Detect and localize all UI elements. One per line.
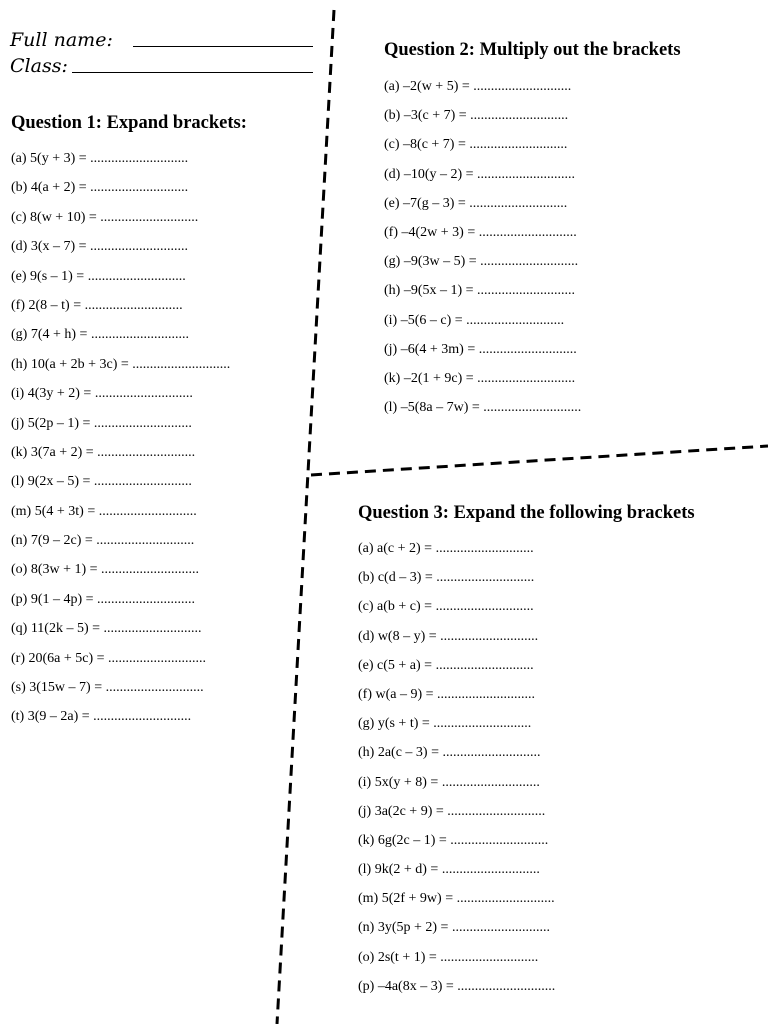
- q2-item: (d) –10(y – 2) = ............................: [384, 166, 576, 182]
- full-name-field[interactable]: [10, 29, 113, 51]
- q2-item: (j) –6(4 + 3m) = ............................: [384, 341, 577, 357]
- q3-item: (a) a(c + 2) = ............................: [358, 541, 534, 556]
- q2-item: (i) –5(6 – c) = ............................: [384, 312, 565, 328]
- q1-item: (g) 7(4 + h) = ............................: [11, 327, 189, 343]
- horizontal-dashed-divider: [311, 446, 768, 475]
- q2-item: (h) –9(5x – 1) = ............................: [384, 283, 576, 299]
- full-name-blank-line: [133, 46, 313, 47]
- q3-item: (b) c(d – 3) = ............................: [358, 570, 535, 586]
- q1-item: (e) 9(s – 1) = ............................: [11, 268, 186, 284]
- question-3-list: [358, 534, 555, 1001]
- class-label: Class:: [10, 55, 68, 77]
- q1-item: (a) 5(y + 3) = ............................: [11, 151, 189, 166]
- q1-item: (j) 5(2p – 1) = ............................: [11, 415, 192, 431]
- q3-item: (g) y(s + t) = ............................: [358, 716, 532, 732]
- full-name-label: Full name:: [10, 29, 113, 51]
- q1-item: (d) 3(x – 7) = ............................: [11, 239, 189, 255]
- q3-item: (f) w(a – 9) = ............................: [358, 686, 536, 702]
- q2-item: (f) –4(2w + 3) = ............................: [384, 224, 577, 240]
- q2-item: (g) –9(3w – 5) = ............................: [384, 254, 579, 270]
- q1-item: (p) 9(1 – 4p) = ............................: [11, 591, 196, 607]
- q3-item: (o) 2s(t + 1) = ............................: [358, 949, 539, 965]
- question-1-title: Question 1: Expand brackets:: [11, 113, 247, 133]
- q3-item: (k) 6g(2c – 1) = ............................: [358, 832, 549, 848]
- q1-item: (m) 5(4 + 3t) = ............................: [11, 503, 197, 519]
- q2-item: (c) –8(c + 7) = ............................: [384, 137, 568, 153]
- q3-item: (l) 9k(2 + d) = ............................: [358, 862, 540, 878]
- q1-item: (f) 2(8 – t) = ............................: [11, 297, 183, 313]
- q2-item: (a) –2(w + 5) = ............................: [384, 79, 572, 94]
- vertical-dashed-divider: [277, 10, 334, 1024]
- q1-item: (q) 11(2k – 5) = ............................: [11, 621, 202, 637]
- q3-item: (d) w(8 – y) = ............................: [358, 628, 539, 644]
- question-1-list: [11, 144, 230, 732]
- q3-item: (n) 3y(5p + 2) = ............................: [358, 920, 550, 936]
- q1-item: (o) 8(3w + 1) = ............................: [11, 562, 200, 578]
- class-field[interactable]: [10, 55, 68, 77]
- q1-item: (b) 4(a + 2) = ............................: [11, 180, 189, 196]
- q1-item: (k) 3(7a + 2) = ............................: [11, 444, 196, 460]
- q3-item: (j) 3a(2c + 9) = ............................: [358, 803, 546, 819]
- question-2-list: [384, 72, 581, 422]
- class-blank-line: [72, 72, 313, 73]
- question-2-title: Question 2: Multiply out the brackets: [384, 40, 681, 60]
- q1-item: (r) 20(6a + 5c) = ............................: [11, 650, 207, 666]
- q1-item: (t) 3(9 – 2a) = ............................: [11, 709, 192, 725]
- q3-item: (i) 5x(y + 8) = ............................: [358, 774, 540, 790]
- q3-item: (c) a(b + c) = ............................: [358, 599, 534, 615]
- q1-item: (h) 10(a + 2b + 3c) = ............................: [11, 356, 231, 372]
- q2-item: (l) –5(8a – 7w) = ............................: [384, 400, 582, 416]
- q3-item: (p) –4a(8x – 3) = ............................: [358, 978, 556, 994]
- q1-item: (l) 9(2x – 5) = ............................: [11, 474, 192, 490]
- q3-item: (e) c(5 + a) = ............................: [358, 657, 534, 673]
- q1-item: (i) 4(3y + 2) = ............................: [11, 386, 193, 402]
- q1-item: (s) 3(15w – 7) = ............................: [11, 680, 204, 696]
- q3-item: (h) 2a(c – 3) = ............................: [358, 745, 541, 761]
- q1-item: (n) 7(9 – 2c) = ............................: [11, 533, 195, 549]
- q2-item: (b) –3(c + 7) = ............................: [384, 108, 569, 124]
- q2-item: (k) –2(1 + 9c) = ............................: [384, 370, 576, 386]
- q1-item: (c) 8(w + 10) = ............................: [11, 209, 199, 225]
- q2-item: (e) –7(g – 3) = ............................: [384, 195, 568, 211]
- question-3-title: Question 3: Expand the following brackets: [358, 503, 695, 523]
- q3-item: (m) 5(2f + 9w) = ............................: [358, 891, 555, 907]
